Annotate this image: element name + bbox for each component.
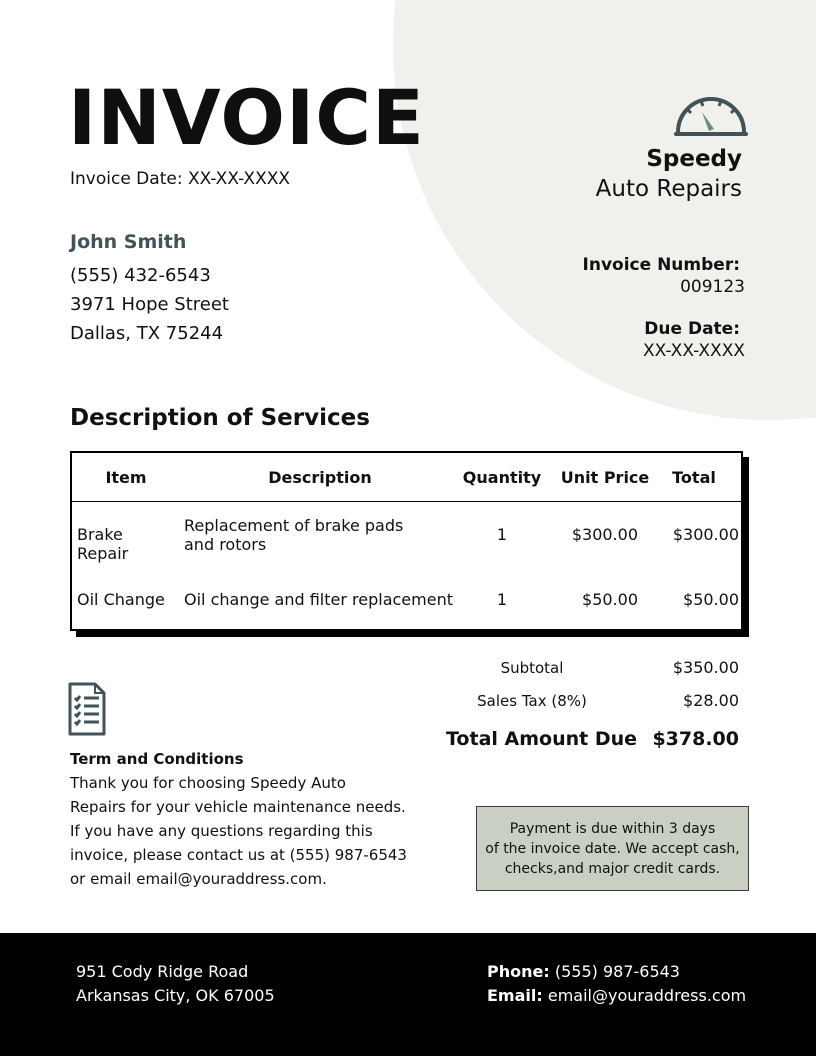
services-table <box>70 451 743 631</box>
customer-street: 3971 Hope Street <box>70 294 229 315</box>
services-title: Description of Services <box>70 405 370 431</box>
brand-name: Speedy <box>646 146 742 172</box>
sales-tax-value: $28.00 <box>683 691 739 710</box>
subtotal-label: Subtotal <box>500 659 564 677</box>
due-date-value: XX-XX-XXXX <box>642 341 745 361</box>
footer-email-label: Email: <box>487 986 543 1005</box>
footer-address-line1: 951 Cody Ridge Road <box>76 962 249 981</box>
payment-note <box>476 806 749 891</box>
column-header-item: Item <box>105 468 147 487</box>
sales-tax-label: Sales Tax (8%) <box>477 692 587 710</box>
brand-subtitle: Auto Repairs <box>595 176 742 202</box>
footer-address-line2: Arkansas City, OK 67005 <box>76 986 275 1005</box>
row-item: Brake Repair <box>77 525 129 563</box>
row-description <box>184 516 456 554</box>
background-circle <box>393 0 816 420</box>
customer-name: John Smith <box>70 231 187 253</box>
due-date-label: Due Date: <box>644 319 740 339</box>
checklist-document-icon <box>68 682 106 736</box>
footer-phone-value: (555) 987-6543 <box>554 962 680 981</box>
header-divider <box>72 501 741 502</box>
terms-line: invoice, please contact us at (555) 987-6543 <box>70 846 407 864</box>
row-item: Oil Change <box>77 590 165 609</box>
column-header-quantity: Quantity <box>462 468 542 487</box>
row-total: $50.00 <box>683 590 739 609</box>
footer-email <box>487 986 746 1005</box>
terms-title: Term and Conditions <box>70 750 244 768</box>
payment-note-line: of the invoice date. We accept cash, <box>485 841 740 857</box>
speedometer-icon <box>673 92 749 138</box>
row-description: Oil change and filter replacement <box>184 590 453 609</box>
row-description-line: Replacement of brake pads <box>184 516 404 535</box>
row-quantity: 1 <box>496 525 508 544</box>
row-unit-price: $300.00 <box>571 525 638 544</box>
subtotal-value: $350.00 <box>672 658 739 677</box>
invoice-date-value: XX-XX-XXXX <box>187 169 291 189</box>
invoice-date <box>70 169 290 189</box>
terms-line: If you have any questions regarding this <box>70 822 373 840</box>
total-due-label: Total Amount Due <box>446 728 638 750</box>
terms-line: or email email@youraddress.com. <box>70 870 327 888</box>
footer-phone-label: Phone: <box>487 962 550 981</box>
column-header-unit-price: Unit Price <box>560 468 650 487</box>
footer-email-value: email@youraddress.com <box>547 986 747 1005</box>
payment-note-line: checks,and major credit cards. <box>504 861 721 877</box>
total-due-value: $378.00 <box>652 728 739 750</box>
invoice-number-value: 009123 <box>680 277 745 297</box>
invoice-title: INVOICE <box>68 73 425 162</box>
customer-phone: (555) 432-6543 <box>70 265 211 286</box>
row-total: $300.00 <box>672 525 739 544</box>
footer <box>0 933 816 1056</box>
column-header-total: Total <box>672 468 716 487</box>
row-description-line: and rotors <box>184 535 267 554</box>
invoice-date-label: Invoice Date: <box>70 169 183 189</box>
invoice-number-label: Invoice Number: <box>582 255 740 275</box>
payment-note-line: Payment is due within 3 days <box>509 821 716 837</box>
column-header-description: Description <box>268 468 372 487</box>
terms-line: Repairs for your vehicle maintenance needs. <box>70 798 406 816</box>
row-unit-price: $50.00 <box>582 590 638 609</box>
customer-city: Dallas, TX 75244 <box>70 323 224 344</box>
footer-phone <box>487 962 680 981</box>
row-quantity: 1 <box>496 590 508 609</box>
terms-line: Thank you for choosing Speedy Auto <box>70 774 346 792</box>
